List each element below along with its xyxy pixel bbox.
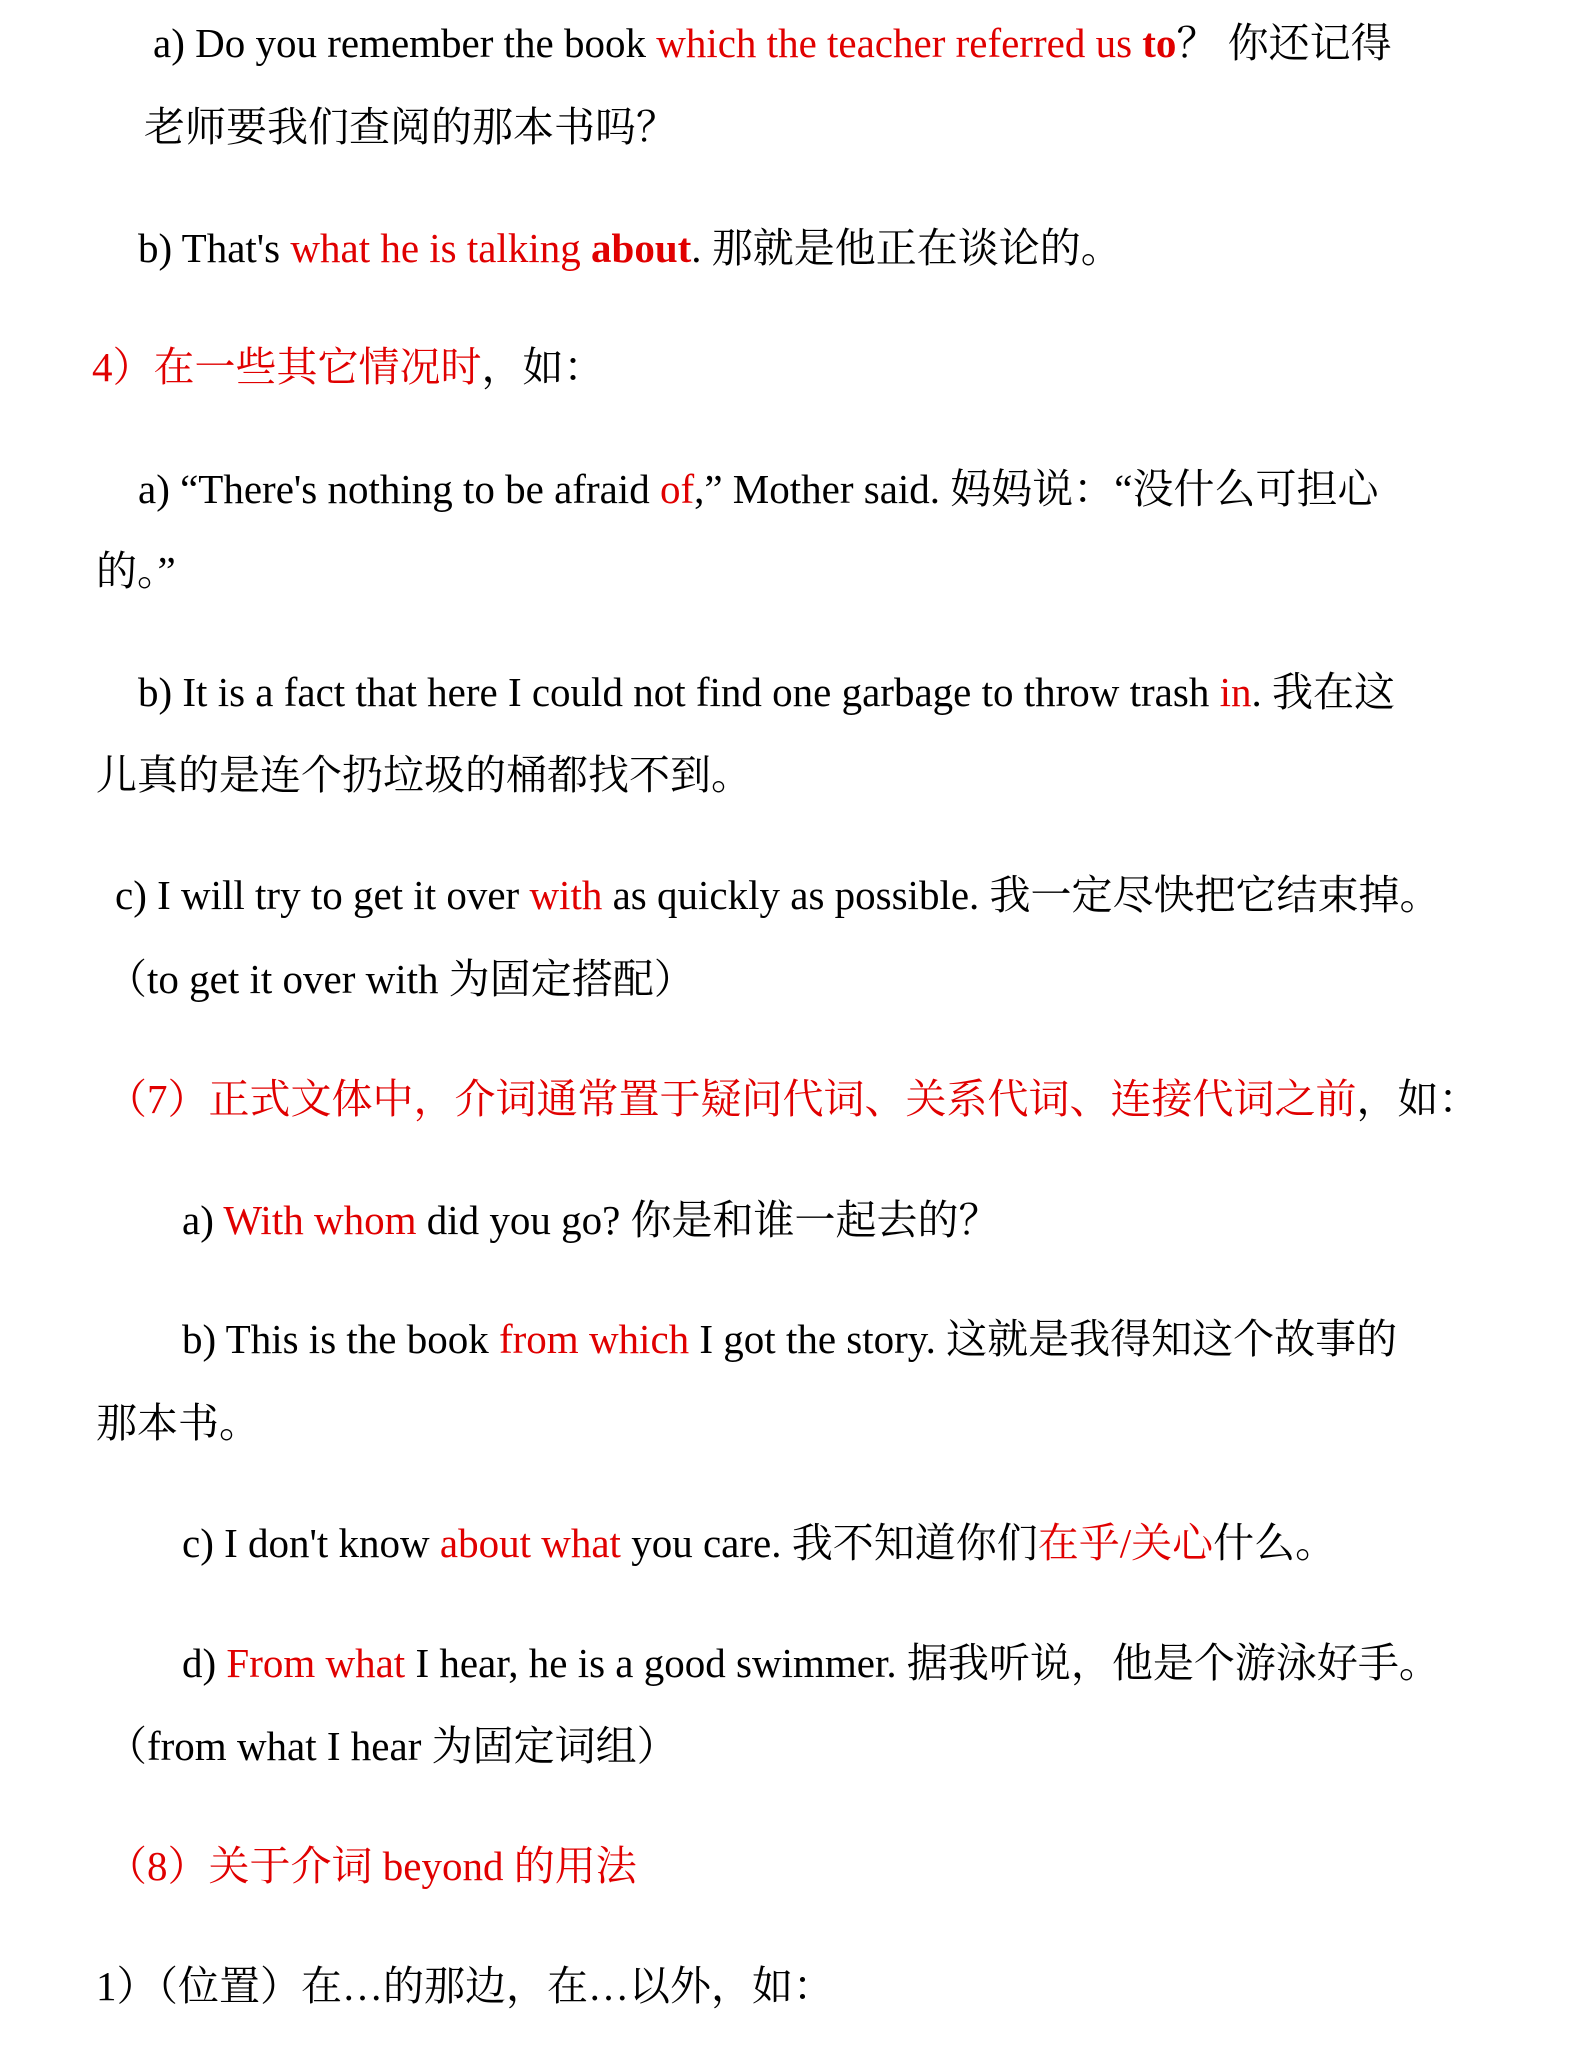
text-run: a) “There's nothing to be afraid [138,466,660,512]
text-run: I hear, he is a good swimmer. 据我听说，他是个游泳好手。 [405,1640,1440,1686]
text-run: （to get it over with 为固定搭配） [106,956,695,1002]
text-run: b) That's [138,225,291,271]
line-8 [115,869,1441,921]
text-run: b) This is the book [182,1316,499,1362]
highlighted-text: （7）正式文体中，介词通常置于疑问代词、关系代词、连接代词之前 [106,1076,1357,1122]
highlighted-text: （8）关于介词 beyond 的用法 [106,1843,637,1889]
text-run: 什么。 [1213,1520,1337,1566]
text-run: ，如： [481,344,605,390]
line-9 [106,953,695,1005]
highlighted-text: what he is talking [290,225,592,271]
highlighted-text: from which [499,1316,690,1362]
highlighted-text: which the teacher referred us [656,20,1143,66]
text-run: . 那就是他正在谈论的。 [691,225,1122,271]
line-0 [153,17,1392,69]
text-run: 老师要我们查阅的那本书吗？ [144,104,677,150]
text-run: 1）（位置）在…的那边，在…以外，如： [96,1963,834,2009]
text-run: ？ 你还记得 [1176,20,1392,66]
highlighted-text: From what [226,1640,406,1686]
line-11 [182,1194,1000,1246]
line-4 [138,463,1379,515]
line-10 [106,1073,1480,1125]
text-run: a) Do you remember the book [153,20,657,66]
text-run: a) [182,1197,224,1243]
text-run: 那本书。 [96,1400,260,1446]
highlighted-text: about what [439,1520,621,1566]
text-run: c) I don't know [182,1520,440,1566]
line-17 [106,1840,637,1892]
highlighted-text: about [591,225,692,271]
line-2 [138,222,1122,274]
highlighted-text: in [1219,669,1252,715]
text-run: 的。” [96,548,176,594]
line-15 [182,1637,1440,1689]
text-run: as quickly as possible. 我一定尽快把它结束掉。 [602,872,1441,918]
line-1 [144,101,677,153]
text-run: c) I will try to get it over [115,872,530,918]
line-14 [182,1517,1336,1569]
line-6 [138,666,1395,718]
highlighted-text: with [529,872,603,918]
text-run: （from what I hear 为固定词组） [106,1723,678,1769]
text-run: I got the story. 这就是我得知这个故事的 [689,1316,1398,1362]
text-run: you care. 我不知道你们 [620,1520,1038,1566]
text-run: 儿真的是连个扔垃圾的桶都找不到。 [96,752,752,798]
text-run: ，如： [1356,1076,1480,1122]
highlighted-text: 4）在一些其它情况时 [92,344,482,390]
highlighted-text: to [1142,20,1177,66]
line-3 [92,341,605,393]
text-run: d) [182,1640,227,1686]
text-run: ,” Mother said. 妈妈说：“没什么可担心 [694,466,1379,512]
highlighted-text: With whom [223,1197,417,1243]
line-7 [96,749,752,801]
line-5 [96,545,176,597]
line-16 [106,1720,678,1772]
line-13 [96,1397,260,1449]
text-run: . 我在这 [1251,669,1395,715]
line-18 [96,1960,834,2012]
highlighted-text: 在乎/关心 [1037,1520,1214,1566]
highlighted-text: of [659,466,695,512]
line-12 [182,1313,1397,1365]
text-run: did you go? 你是和谁一起去的？ [416,1197,1000,1243]
text-run: b) It is a fact that here I could not find one garbage to throw trash [138,669,1220,715]
